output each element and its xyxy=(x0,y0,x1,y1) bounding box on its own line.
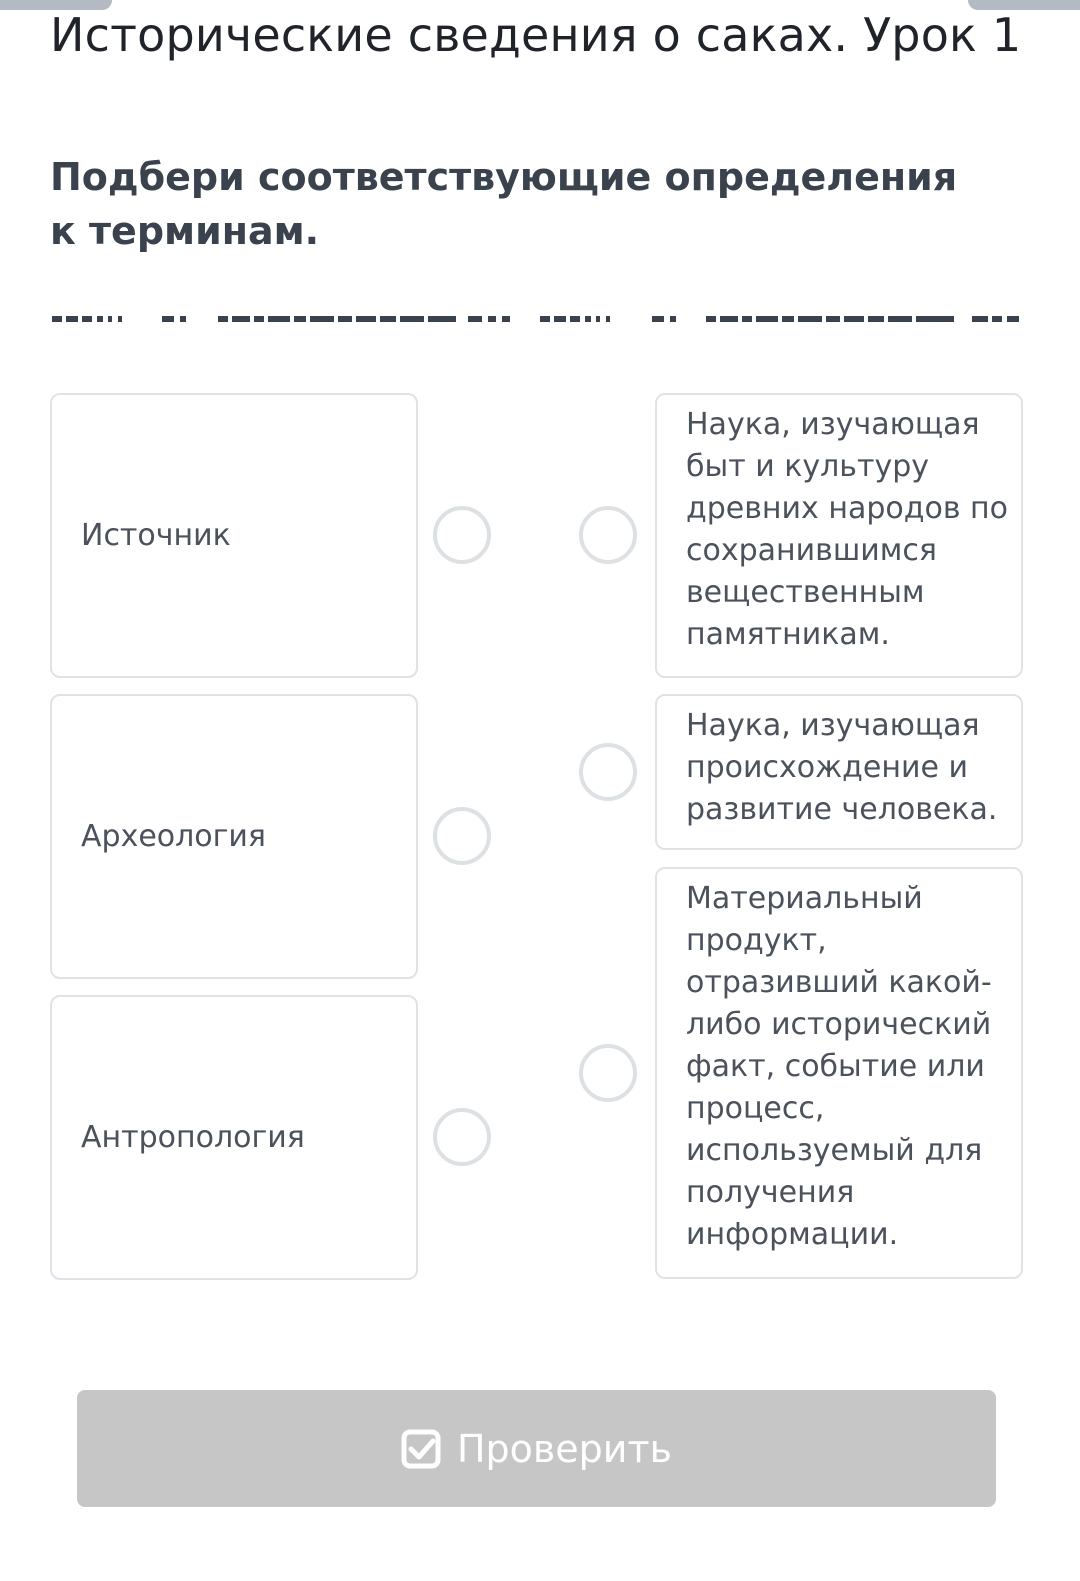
definition-connector-radio[interactable] xyxy=(579,743,637,801)
term-label: Источник xyxy=(81,517,231,553)
term-card-anthropology[interactable] xyxy=(50,995,418,1280)
definition-connector-radio[interactable] xyxy=(579,506,637,564)
term-label: Антропология xyxy=(81,1119,305,1155)
term-connector-radio[interactable] xyxy=(433,506,491,564)
text-fragment-divider xyxy=(52,314,1020,322)
term-card-source[interactable] xyxy=(50,393,418,678)
page-title: Исторические сведения о саках. Урок 1 xyxy=(50,8,1022,62)
definition-text: Наука, изучающая быт и культуру древних народов по сохранившимся вещественным памятникам. xyxy=(686,407,1009,652)
definition-card[interactable] xyxy=(655,694,1023,850)
definition-card[interactable] xyxy=(655,393,1023,678)
definition-text: Материальный продукт, отразивший какой-либо исторический факт, событие или процесс, используемый для получения информации. xyxy=(686,881,992,1252)
check-button[interactable] xyxy=(77,1390,996,1507)
definition-text: Наука, изучающая происхождение и развитие человека. xyxy=(686,708,998,827)
term-label: Археология xyxy=(81,818,266,854)
definition-connector-radio[interactable] xyxy=(579,1044,637,1102)
term-card-archaeology[interactable] xyxy=(50,694,418,979)
question-text: Подбери соответствующие определения к терминам. xyxy=(50,155,958,253)
definition-card[interactable] xyxy=(655,867,1023,1279)
term-connector-radio[interactable] xyxy=(433,807,491,865)
term-connector-radio[interactable] xyxy=(433,1108,491,1166)
checkbox-check-icon xyxy=(401,1429,441,1469)
check-button-label: Проверить xyxy=(456,1426,673,1471)
